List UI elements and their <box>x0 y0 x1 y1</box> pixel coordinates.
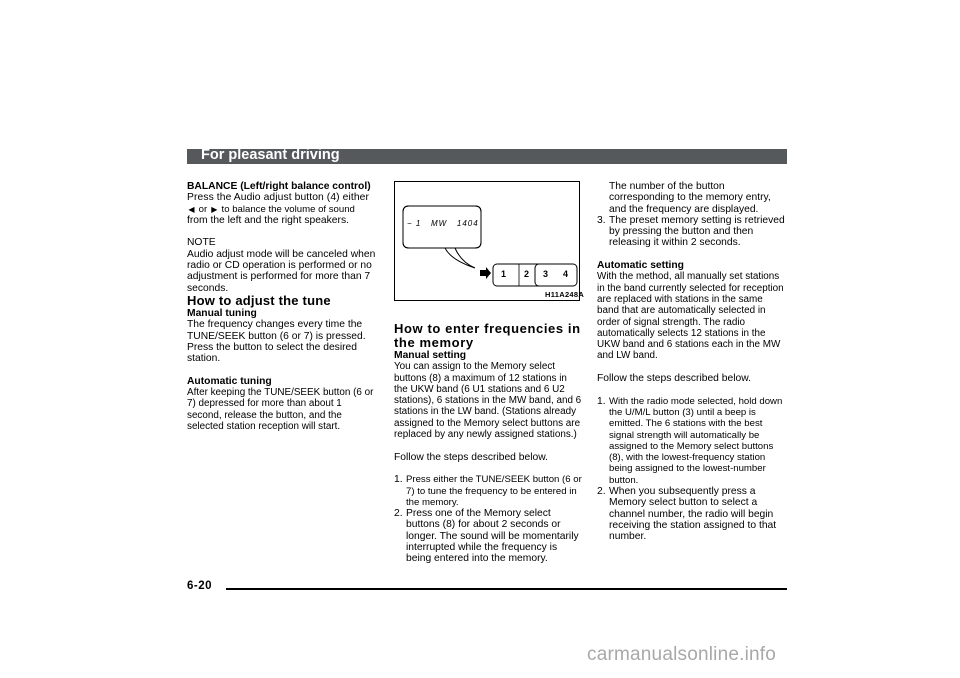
display-readout: − 1 MW 1404 <box>407 219 479 228</box>
radio-display-illustration <box>395 182 581 302</box>
right-step-2 <box>597 486 787 542</box>
right-column <box>597 181 787 543</box>
memory-button-4: 4 <box>563 269 569 279</box>
memory-button-1: 1 <box>501 269 507 279</box>
middle-step-2 <box>394 508 582 564</box>
watermark: carmanualsonline.info <box>587 644 777 665</box>
balance-text-2: to balance the volume of sound <box>221 203 355 215</box>
balance-or: or <box>198 203 208 215</box>
step-text: When you subsequently press a Memory select button to select a channel number, the radio will begin receiving the station assigned to that number. <box>609 486 777 543</box>
balance-text-3: from the left and the right speakers. <box>187 214 349 226</box>
arrow-right-icon: ▶ <box>211 204 218 214</box>
pointer-arrow-icon <box>480 267 491 279</box>
note-text: Audio adjust mode will be canceled when radio or CD operation is performed or no adjustment is performed for more than 7 seconds. <box>187 248 376 294</box>
step-text: Press either the TUNE/SEEK button (6 or 7) to tune the frequency to be entered in the memory. <box>406 474 582 508</box>
auto-setting-text: With the method, all manually set stations in the band currently selected for reception are replaced with stations in the same band that are automatically selected in order of signal strength. The radio automatically selects 12 stations in the UKW band and 6 stations each in the MW and LW band. <box>597 271 784 362</box>
auto-tuning-text: After keeping the TUNE/SEEK button (6 or 7) depressed for more than about 1 second, release the button, and the selected station reception will start. <box>187 387 374 432</box>
follow-steps-right: Follow the steps described below. <box>597 373 751 385</box>
manual-tuning-label: Manual tuning <box>187 307 257 319</box>
step-text: Press one of the Memory select buttons (8) for about 2 seconds or longer. The sound will be momentarily interrupted while the frequency is being entered into the memory. <box>406 508 579 565</box>
right-step-1 <box>597 396 787 486</box>
step-number: 1. <box>597 395 606 407</box>
radio-figure <box>394 181 580 301</box>
note-label: NOTE <box>187 237 216 249</box>
manual-setting-label: Manual setting <box>394 350 467 361</box>
balance-line-arrows <box>187 204 377 215</box>
memory-button-3: 3 <box>543 269 549 279</box>
right-step-3 <box>597 215 787 249</box>
page-title: For pleasant driving <box>201 147 340 163</box>
step-text: With the radio mode selected, hold down the U/M/L button (3) until a beep is emitted. The 6 stations with the best signal strength will automatically be assigned to the Memory select buttons (8), with the lowest-frequency station being assigned to the lowest-number button. <box>609 395 783 486</box>
balance-heading: BALANCE (Left/right balance control) <box>187 181 371 192</box>
memory-button-2: 2 <box>524 269 530 279</box>
tune-heading: How to adjust the tune <box>187 292 331 308</box>
manual-tuning-text: The frequency changes every time the TUNE/SEEK button (6 or 7) is pressed. Press the button to select the desired station. <box>187 319 366 365</box>
figure-code: H11A248A <box>545 290 585 299</box>
manual-setting-text: You can assign to the Memory select buttons (8) a maximum of 12 stations in the UKW band (6 U1 stations and 6 U2 stations), 6 stations in the MW band, and 6 stations in the LW band. (Stations already assigned to the Memory select buttons are replaced by any newly assigned stations.) <box>394 361 582 441</box>
page-number: 6-20 <box>187 580 213 592</box>
left-column <box>187 181 377 432</box>
continued-text: The number of the button corresponding to the memory entry, and the frequency are displayed. <box>609 181 771 215</box>
auto-tuning-label: Automatic tuning <box>187 375 272 387</box>
auto-setting-label: Automatic setting <box>597 260 684 272</box>
step-number: 3. <box>597 214 606 226</box>
memory-heading: How to enter frequencies in the memory <box>394 321 581 350</box>
footer-rule <box>226 588 787 590</box>
middle-column <box>394 322 582 565</box>
step-number: 2. <box>394 508 403 520</box>
step-number: 2. <box>597 486 606 498</box>
follow-steps-middle: Follow the steps described below. <box>394 451 548 463</box>
balance-text-1: Press the Audio adjust button (4) either <box>187 192 370 204</box>
arrow-left-icon: ◀ <box>188 204 195 214</box>
button-group-right <box>535 264 577 286</box>
step-text: The preset memory setting is retrieved by pressing the button and then releasing it within 2 seconds. <box>609 214 785 249</box>
middle-step-1 <box>394 474 582 508</box>
step-number: 1. <box>394 474 403 486</box>
